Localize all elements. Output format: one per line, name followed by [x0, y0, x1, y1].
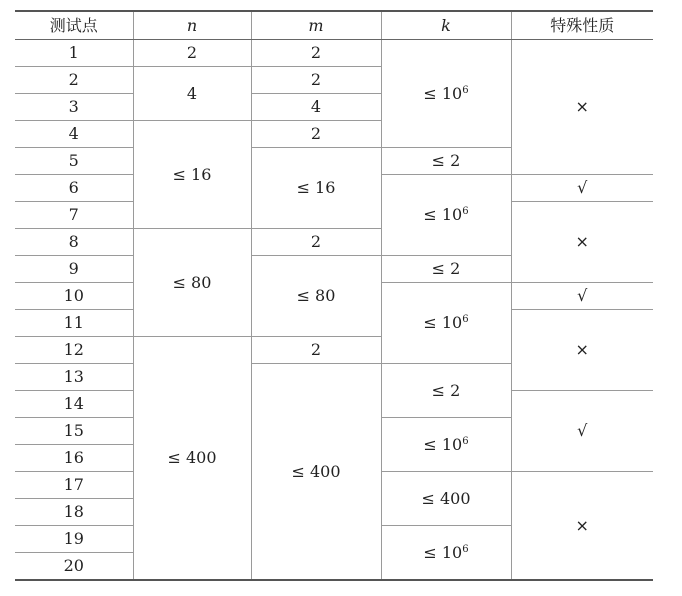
test-case-cell: 16 [15, 445, 133, 472]
k-cell-value: ≤ 2 [431, 259, 461, 278]
n-cell-value: ≤ 16 [172, 164, 212, 184]
header-m: m [251, 11, 381, 40]
special-cell-value: √ [577, 178, 588, 197]
k-cell-value: ≤ 10 [423, 83, 463, 103]
m-cell-value: 2 [310, 43, 322, 62]
m-cell [251, 67, 381, 94]
k-cell [381, 40, 511, 148]
header-row [15, 11, 653, 40]
n-cell-value: ≤ 80 [172, 272, 212, 292]
k-cell-value: ≤ 10 [423, 542, 463, 562]
test-case-cell: 4 [15, 121, 133, 148]
k-cell-value: ≤ 10 [423, 434, 463, 454]
special-cell-value: × [575, 515, 589, 535]
special-cell [511, 391, 653, 472]
special-cell [511, 472, 653, 581]
m-cell-value: 4 [310, 97, 322, 116]
n-cell [133, 229, 251, 337]
m-cell-value: 2 [310, 124, 322, 143]
m-cell [251, 229, 381, 256]
table-row [15, 40, 653, 67]
test-case-cell: 17 [15, 472, 133, 499]
k-cell-exponent: 6 [462, 435, 469, 447]
m-cell-value: 2 [310, 232, 322, 251]
m-cell [251, 121, 381, 148]
k-cell [381, 418, 511, 472]
k-cell-exponent: 6 [462, 543, 469, 555]
test-case-cell: 18 [15, 499, 133, 526]
table-body [15, 40, 653, 581]
m-cell [251, 364, 381, 581]
k-cell [381, 526, 511, 581]
header-special-property: 特殊性质 [511, 11, 653, 40]
k-cell [381, 364, 511, 418]
k-cell-exponent: 6 [462, 206, 469, 217]
special-cell-value: √ [577, 421, 588, 440]
k-cell [381, 148, 511, 175]
test-case-cell: 15 [15, 418, 133, 445]
n-cell-value: ≤ 400 [167, 448, 217, 467]
k-cell [381, 175, 511, 256]
m-cell-value: ≤ 16 [296, 178, 336, 197]
test-case-cell: 3 [15, 94, 133, 121]
special-cell [511, 40, 653, 175]
test-case-cell: 14 [15, 391, 133, 418]
k-cell-value: ≤ 400 [421, 488, 471, 508]
k-cell-exponent: 6 [462, 84, 469, 96]
k-cell-value: ≤ 10 [423, 205, 463, 224]
special-cell [511, 175, 653, 202]
m-cell-value: 2 [310, 70, 322, 89]
special-cell [511, 310, 653, 391]
m-cell-value: 2 [310, 340, 322, 359]
special-cell [511, 283, 653, 310]
k-cell-value: ≤ 10 [423, 313, 463, 332]
test-case-cell: 8 [15, 229, 133, 256]
n-cell [133, 121, 251, 229]
m-cell [251, 40, 381, 67]
m-cell [251, 148, 381, 229]
test-case-cell: 1 [15, 40, 133, 67]
special-cell [511, 202, 653, 283]
test-case-cell: 5 [15, 148, 133, 175]
m-cell-value: ≤ 400 [291, 461, 341, 481]
test-case-cell: 9 [15, 256, 133, 283]
n-cell [133, 337, 251, 581]
test-case-cell: 10 [15, 283, 133, 310]
m-cell [251, 337, 381, 364]
m-cell [251, 94, 381, 121]
special-cell-value: × [575, 232, 589, 251]
k-cell [381, 256, 511, 283]
special-cell-value: √ [577, 286, 588, 305]
n-cell [133, 40, 251, 67]
special-cell-value: × [575, 340, 589, 359]
k-cell [381, 472, 511, 526]
test-case-cell: 19 [15, 526, 133, 553]
test-case-cell: 12 [15, 337, 133, 364]
n-cell [133, 67, 251, 121]
header-k: k [381, 11, 511, 40]
test-case-cell: 13 [15, 364, 133, 391]
m-cell [251, 256, 381, 337]
test-case-cell: 7 [15, 202, 133, 229]
k-cell [381, 283, 511, 364]
test-case-cell: 6 [15, 175, 133, 202]
k-cell-value: ≤ 2 [431, 151, 461, 170]
k-cell-value: ≤ 2 [431, 380, 461, 400]
header-n: n [133, 11, 251, 40]
subtask-table [15, 10, 653, 581]
m-cell-value: ≤ 80 [296, 286, 336, 305]
n-cell-value: 2 [186, 43, 198, 62]
n-cell-value: 4 [186, 83, 198, 103]
special-cell-value: × [575, 97, 589, 116]
k-cell-exponent: 6 [462, 314, 469, 325]
test-case-cell: 20 [15, 553, 133, 581]
test-case-cell: 11 [15, 310, 133, 337]
test-case-cell: 2 [15, 67, 133, 94]
header-test-case: 测试点 [15, 11, 133, 40]
